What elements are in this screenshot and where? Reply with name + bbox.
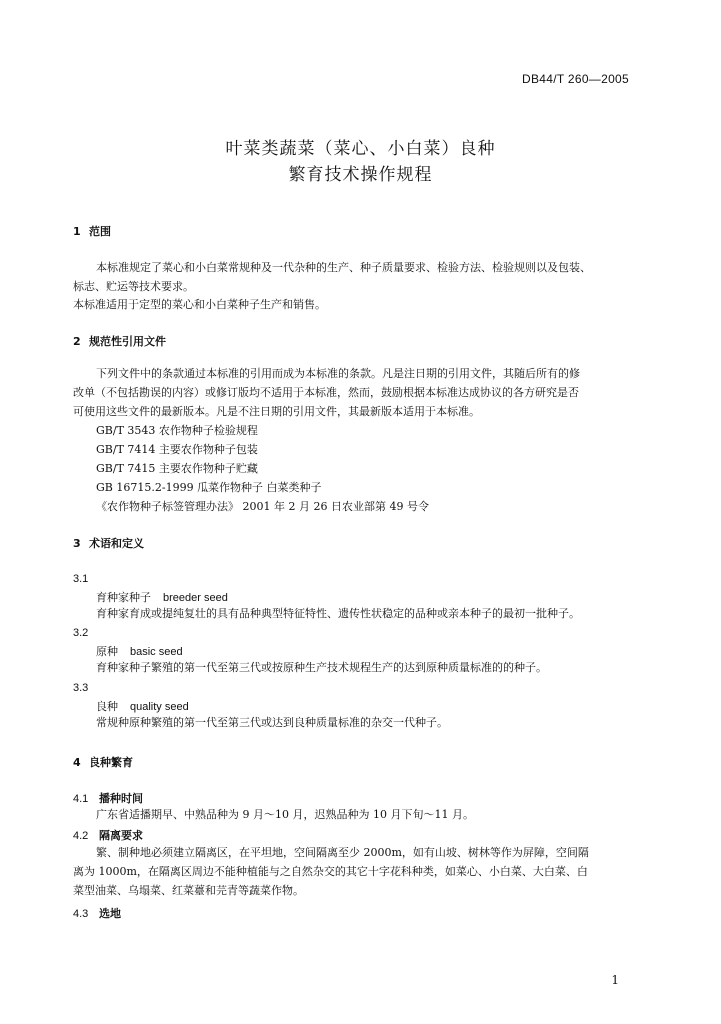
section-title: 良种繁育: [89, 756, 133, 769]
definition-term: [96, 698, 189, 714]
definition-text: 育种家种子繁殖的第一代至第三代或按原种生产技术规程生产的达到原种质量标准的的种子。: [96, 661, 547, 674]
paragraph-line: 繁、制种地必须建立隔离区，在平坦地，空间隔离至少 2000m，如有山坡、树林等作为屏障，空间隔: [96, 846, 589, 859]
paragraph-line: 本标准适用于定型的菜心和小白菜种子生产和销售。: [73, 298, 326, 311]
paragraph-line: 改单（不包括勘误的内容）或修订版均不适用于本标准，然而，鼓励根据本标准达成协议的各方研究是否: [73, 386, 579, 399]
section-title: 范围: [89, 225, 111, 238]
term-english: quality seed: [130, 701, 189, 713]
paragraph-line: 标志、贮运等技术要求。: [73, 280, 194, 293]
paragraph-line: 下列文件中的条款通过本标准的引用而成为本标准的条款。凡是注日期的引用文件，其随后所有的修: [96, 367, 580, 380]
subsection-number: 4.2: [73, 830, 89, 842]
paragraph-line: 本标准规定了菜心和小白菜常规种及一代杂种的生产、种子质量要求、检验方法、检验规则以及包装、: [96, 261, 591, 274]
section-title: 规范性引用文件: [89, 335, 166, 348]
reference-item: GB/T 3543 农作物种子检验规程: [96, 424, 258, 437]
document-title-line-2: 繁育技术操作规程: [288, 165, 433, 185]
section-1-heading: [73, 223, 111, 239]
subsection-title: 播种时间: [99, 792, 143, 805]
definition-term: [96, 643, 183, 659]
section-2-heading: [73, 333, 166, 349]
section-number: 2: [73, 335, 81, 348]
term-english: basic seed: [130, 646, 183, 658]
paragraph-line: 可使用这些文件的最新版本。凡是不注日期的引用文件，其最新版本适用于本标准。: [73, 405, 480, 418]
definition-number: 3.2: [73, 627, 89, 639]
section-number: 4: [73, 756, 81, 769]
subsection-title: 选地: [99, 907, 121, 920]
reference-item: 《农作物种子标签管理办法》 2001 年 2 月 26 日农业部第 49 号令: [96, 500, 429, 513]
subsection-4-3-heading: [73, 905, 121, 921]
subsection-number: 4.3: [73, 908, 89, 920]
section-4-heading: [73, 754, 133, 770]
standard-code: DB44/T 260—2005: [521, 72, 629, 86]
subsection-number: 4.1: [73, 793, 89, 805]
document-title-line-1: 叶菜类蔬菜（菜心、小白菜）良种: [225, 139, 496, 159]
subsection-4-2-heading: [73, 827, 143, 843]
definition-number: 3.3: [73, 682, 89, 694]
section-number: 3: [73, 537, 81, 550]
page-number: 1: [611, 973, 619, 987]
paragraph-line: 广东省适播期早、中熟品种为 9 月～10 月，迟熟品种为 10 月下旬～11 月。: [96, 808, 474, 821]
definition-number: 3.1: [73, 573, 89, 585]
section-3-heading: [73, 535, 144, 551]
subsection-4-1-heading: [73, 790, 143, 806]
paragraph-line: 菜型油菜、乌塌菜、红菜薹和芫青等蔬菜作物。: [73, 884, 304, 897]
reference-item: GB/T 7415 主要农作物种子贮藏: [96, 462, 258, 475]
term-chinese: 原种: [96, 645, 118, 658]
subsection-title: 隔离要求: [99, 829, 143, 842]
term-chinese: 育种家种子: [96, 591, 151, 604]
reference-item: GB 16715.2-1999 瓜菜作物种子 白菜类种子: [96, 481, 322, 494]
definition-text: 常规种原种繁殖的第一代至第三代或达到良种质量标准的杂交一代种子。: [96, 716, 448, 729]
paragraph-line: 离为 1000m，在隔离区周边不能种植能与之自然杂交的其它十字花科种类，如菜心、小白菜、大白菜、白: [73, 865, 588, 878]
section-number: 1: [73, 225, 81, 238]
definition-term: [96, 589, 228, 605]
definition-text: 育种家育成或提纯复壮的具有品种典型特征特性、遗传性状稳定的品种或亲本种子的最初一批种子。: [96, 607, 580, 620]
term-chinese: 良种: [96, 700, 118, 713]
reference-item: GB/T 7414 主要农作物种子包装: [96, 443, 258, 456]
section-title: 术语和定义: [89, 537, 144, 550]
term-english: breeder seed: [163, 592, 228, 604]
